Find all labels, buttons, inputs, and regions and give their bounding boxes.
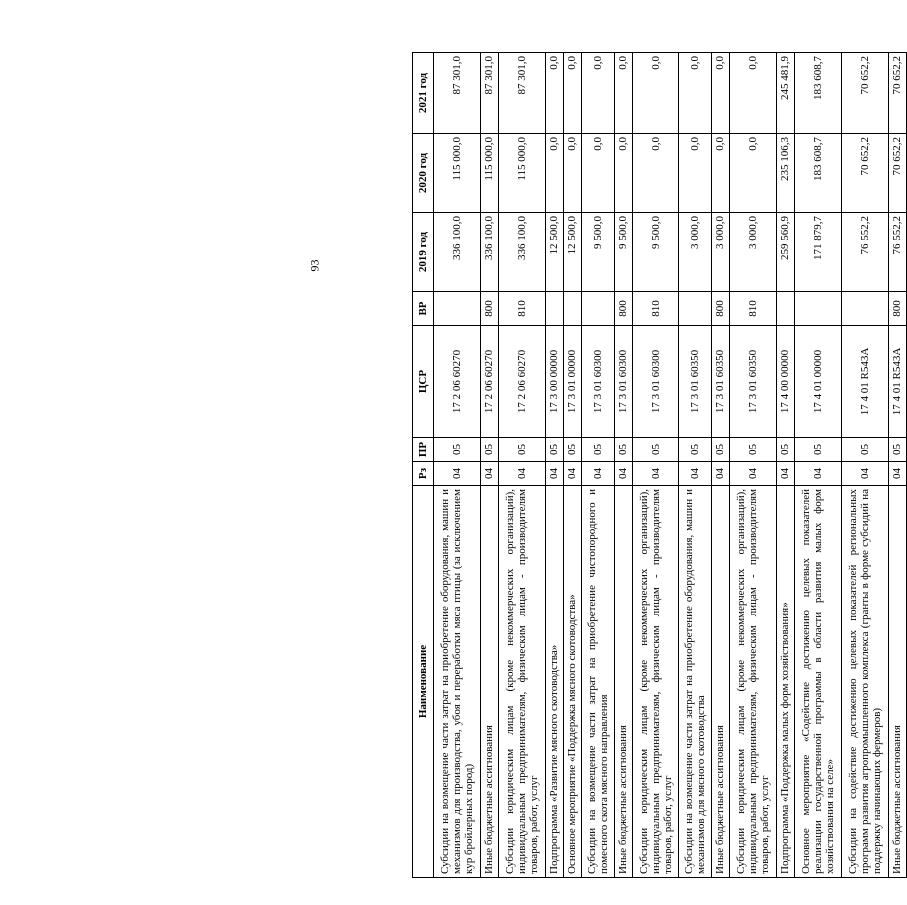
table-row: [841, 53, 888, 878]
cell-csr: 17 4 01 R543A: [841, 326, 888, 438]
cell-y2020: 0,0: [679, 134, 711, 213]
cell-vr: [563, 292, 581, 326]
cell-pr: 05: [632, 438, 679, 462]
table-row: [434, 53, 481, 878]
cell-rz: 04: [888, 462, 906, 486]
table-row: [888, 53, 906, 878]
cell-y2019: 12 500,0: [563, 213, 581, 292]
cell-y2021: 70 652,2: [888, 53, 906, 134]
cell-pr: 05: [480, 438, 498, 462]
cell-pr: 05: [563, 438, 581, 462]
cell-y2020: 70 652,2: [841, 134, 888, 213]
cell-name: Субсидии юридическим лицам (кроме некоммерческих организаций), индивидуальным предпринимателям, физическим лицам - производителям товаров, работ, услуг: [632, 486, 679, 878]
cell-y2019: 171 879,7: [795, 213, 842, 292]
cell-name: Субсидии на возмещение части затрат на приобретение чистопородного и помесного скота мясного направления: [582, 486, 614, 878]
cell-y2019: 9 500,0: [582, 213, 614, 292]
cell-vr: 800: [711, 292, 729, 326]
cell-y2020: 115 000,0: [480, 134, 498, 213]
cell-y2021: 0,0: [614, 53, 632, 134]
cell-y2019: 12 500,0: [545, 213, 563, 292]
cell-y2021: 70 652,2: [841, 53, 888, 134]
cell-y2019: 3 000,0: [711, 213, 729, 292]
table-header-row: [413, 53, 434, 878]
cell-rz: 04: [434, 462, 481, 486]
cell-csr: 17 3 01 00000: [563, 326, 581, 438]
table-row: [614, 53, 632, 878]
cell-y2020: 0,0: [730, 134, 777, 213]
cell-csr: 17 3 01 60350: [679, 326, 711, 438]
table-row: [776, 53, 794, 878]
cell-rz: 04: [563, 462, 581, 486]
cell-pr: 05: [582, 438, 614, 462]
cell-y2021: 0,0: [545, 53, 563, 134]
rotated-table-container: [82, 53, 904, 878]
cell-y2020: 115 000,0: [498, 134, 545, 213]
cell-csr: 17 3 01 60300: [614, 326, 632, 438]
cell-csr: 17 3 01 60350: [730, 326, 777, 438]
cell-name: Иные бюджетные ассигнования: [480, 486, 498, 878]
cell-rz: 04: [841, 462, 888, 486]
cell-y2021: 0,0: [632, 53, 679, 134]
cell-y2021: 0,0: [679, 53, 711, 134]
cell-y2019: 9 500,0: [632, 213, 679, 292]
cell-y2019: 3 000,0: [730, 213, 777, 292]
cell-vr: [434, 292, 481, 326]
cell-y2019: 336 100,0: [480, 213, 498, 292]
cell-pr: 05: [711, 438, 729, 462]
table-row: [679, 53, 711, 878]
cell-y2020: 0,0: [614, 134, 632, 213]
cell-vr: 800: [614, 292, 632, 326]
cell-y2021: 0,0: [582, 53, 614, 134]
cell-pr: 05: [614, 438, 632, 462]
cell-y2019: 336 100,0: [434, 213, 481, 292]
cell-name: Субсидии на возмещение части затрат на приобретение оборудования, машин и механизмов для производства, убоя и переработки мяса птицы (за исключением кур бройлерных пород): [434, 486, 481, 878]
cell-pr: 05: [888, 438, 906, 462]
cell-y2021: 0,0: [563, 53, 581, 134]
header-csr: ЦСР: [413, 326, 434, 438]
cell-y2021: 183 608,7: [795, 53, 842, 134]
page-number: 93: [307, 259, 322, 272]
header-pr: ПР: [413, 438, 434, 462]
cell-rz: 04: [632, 462, 679, 486]
cell-pr: 05: [434, 438, 481, 462]
cell-name: Субсидии юридическим лицам (кроме некоммерческих организаций), индивидуальным предпринимателям, физическим лицам - производителям товаров, работ, услуг: [730, 486, 777, 878]
cell-name: Субсидии на возмещение части затрат на приобретение оборудования, машин и механизмов для мясного скотоводства: [679, 486, 711, 878]
table-row: [545, 53, 563, 878]
cell-y2019: 76 552,2: [841, 213, 888, 292]
cell-rz: 04: [582, 462, 614, 486]
cell-pr: 05: [841, 438, 888, 462]
cell-y2019: 3 000,0: [679, 213, 711, 292]
cell-vr: [795, 292, 842, 326]
cell-csr: 17 2 06 60270: [480, 326, 498, 438]
cell-vr: 810: [632, 292, 679, 326]
table-rotator: [412, 53, 907, 878]
cell-y2021: 87 301,0: [480, 53, 498, 134]
cell-rz: 04: [711, 462, 729, 486]
header-vr: ВР: [413, 292, 434, 326]
header-rz: Рз: [413, 462, 434, 486]
cell-pr: 05: [545, 438, 563, 462]
cell-vr: [545, 292, 563, 326]
cell-vr: [841, 292, 888, 326]
cell-y2019: 9 500,0: [614, 213, 632, 292]
cell-rz: 04: [776, 462, 794, 486]
cell-vr: [679, 292, 711, 326]
cell-vr: 810: [730, 292, 777, 326]
cell-name: Основное мероприятие «Поддержка мясного скотоводства»: [563, 486, 581, 878]
table-row: [498, 53, 545, 878]
table-row: [563, 53, 581, 878]
cell-pr: 05: [498, 438, 545, 462]
cell-y2020: 0,0: [582, 134, 614, 213]
cell-rz: 04: [730, 462, 777, 486]
cell-pr: 05: [795, 438, 842, 462]
cell-y2021: 87 301,0: [498, 53, 545, 134]
cell-y2021: 0,0: [730, 53, 777, 134]
cell-csr: 17 3 01 60350: [711, 326, 729, 438]
cell-name: Субсидии юридическим лицам (кроме некоммерческих организаций), индивидуальным предпринимателям, физическим лицам - производителям товаров, работ, услуг: [498, 486, 545, 878]
cell-y2020: 70 652,2: [888, 134, 906, 213]
cell-y2020: 183 608,7: [795, 134, 842, 213]
cell-name: Иные бюджетные ассигнования: [614, 486, 632, 878]
cell-y2019: 336 100,0: [498, 213, 545, 292]
cell-vr: 800: [480, 292, 498, 326]
table-row: [582, 53, 614, 878]
cell-csr: 17 4 01 00000: [795, 326, 842, 438]
cell-vr: 800: [888, 292, 906, 326]
cell-y2019: 259 560,9: [776, 213, 794, 292]
cell-rz: 04: [679, 462, 711, 486]
cell-csr: 17 3 00 00000: [545, 326, 563, 438]
table-row: [480, 53, 498, 878]
cell-csr: 17 3 01 60300: [582, 326, 614, 438]
cell-y2020: 0,0: [545, 134, 563, 213]
cell-name: Основное мероприятие «Содействие достижению целевых показателей реализации государственной программы в области развития малых форм хозяйствования на селе»: [795, 486, 842, 878]
cell-y2019: 76 552,2: [888, 213, 906, 292]
cell-csr: 17 2 06 60270: [498, 326, 545, 438]
cell-name: Субсидии на содействие достижению целевых показателей региональных программ развития агропромышленного комплекса (гранты в форме субсидий на поддержку начинающих фермеров): [841, 486, 888, 878]
cell-csr: 17 4 01 R543A: [888, 326, 906, 438]
cell-csr: 17 2 06 60270: [434, 326, 481, 438]
cell-rz: 04: [795, 462, 842, 486]
cell-y2021: 0,0: [711, 53, 729, 134]
cell-y2020: 235 106,3: [776, 134, 794, 213]
cell-rz: 04: [480, 462, 498, 486]
cell-y2021: 87 301,0: [434, 53, 481, 134]
cell-pr: 05: [776, 438, 794, 462]
table-row: [730, 53, 777, 878]
cell-name: Подпрограмма «Развитие мясного скотоводства»: [545, 486, 563, 878]
table-row: [795, 53, 842, 878]
cell-rz: 04: [545, 462, 563, 486]
cell-name: Иные бюджетные ассигнования: [888, 486, 906, 878]
cell-pr: 05: [730, 438, 777, 462]
cell-rz: 04: [498, 462, 545, 486]
cell-vr: [582, 292, 614, 326]
cell-name: Подпрограмма «Поддержка малых форм хозяйствования»: [776, 486, 794, 878]
cell-y2020: 0,0: [563, 134, 581, 213]
header-2021: 2021 год: [413, 53, 434, 134]
cell-y2021: 245 481,9: [776, 53, 794, 134]
cell-vr: 810: [498, 292, 545, 326]
cell-y2020: 0,0: [632, 134, 679, 213]
header-2020: 2020 год: [413, 134, 434, 213]
cell-csr: 17 4 00 00000: [776, 326, 794, 438]
table-row: [632, 53, 679, 878]
cell-csr: 17 3 01 60300: [632, 326, 679, 438]
header-2019: 2019 год: [413, 213, 434, 292]
cell-rz: 04: [614, 462, 632, 486]
table-body: [434, 53, 907, 878]
table-row: [711, 53, 729, 878]
cell-pr: 05: [679, 438, 711, 462]
cell-y2020: 0,0: [711, 134, 729, 213]
header-name: Наименование: [413, 486, 434, 878]
budget-table: [412, 52, 907, 878]
cell-vr: [776, 292, 794, 326]
cell-y2020: 115 000,0: [434, 134, 481, 213]
cell-name: Иные бюджетные ассигнования: [711, 486, 729, 878]
